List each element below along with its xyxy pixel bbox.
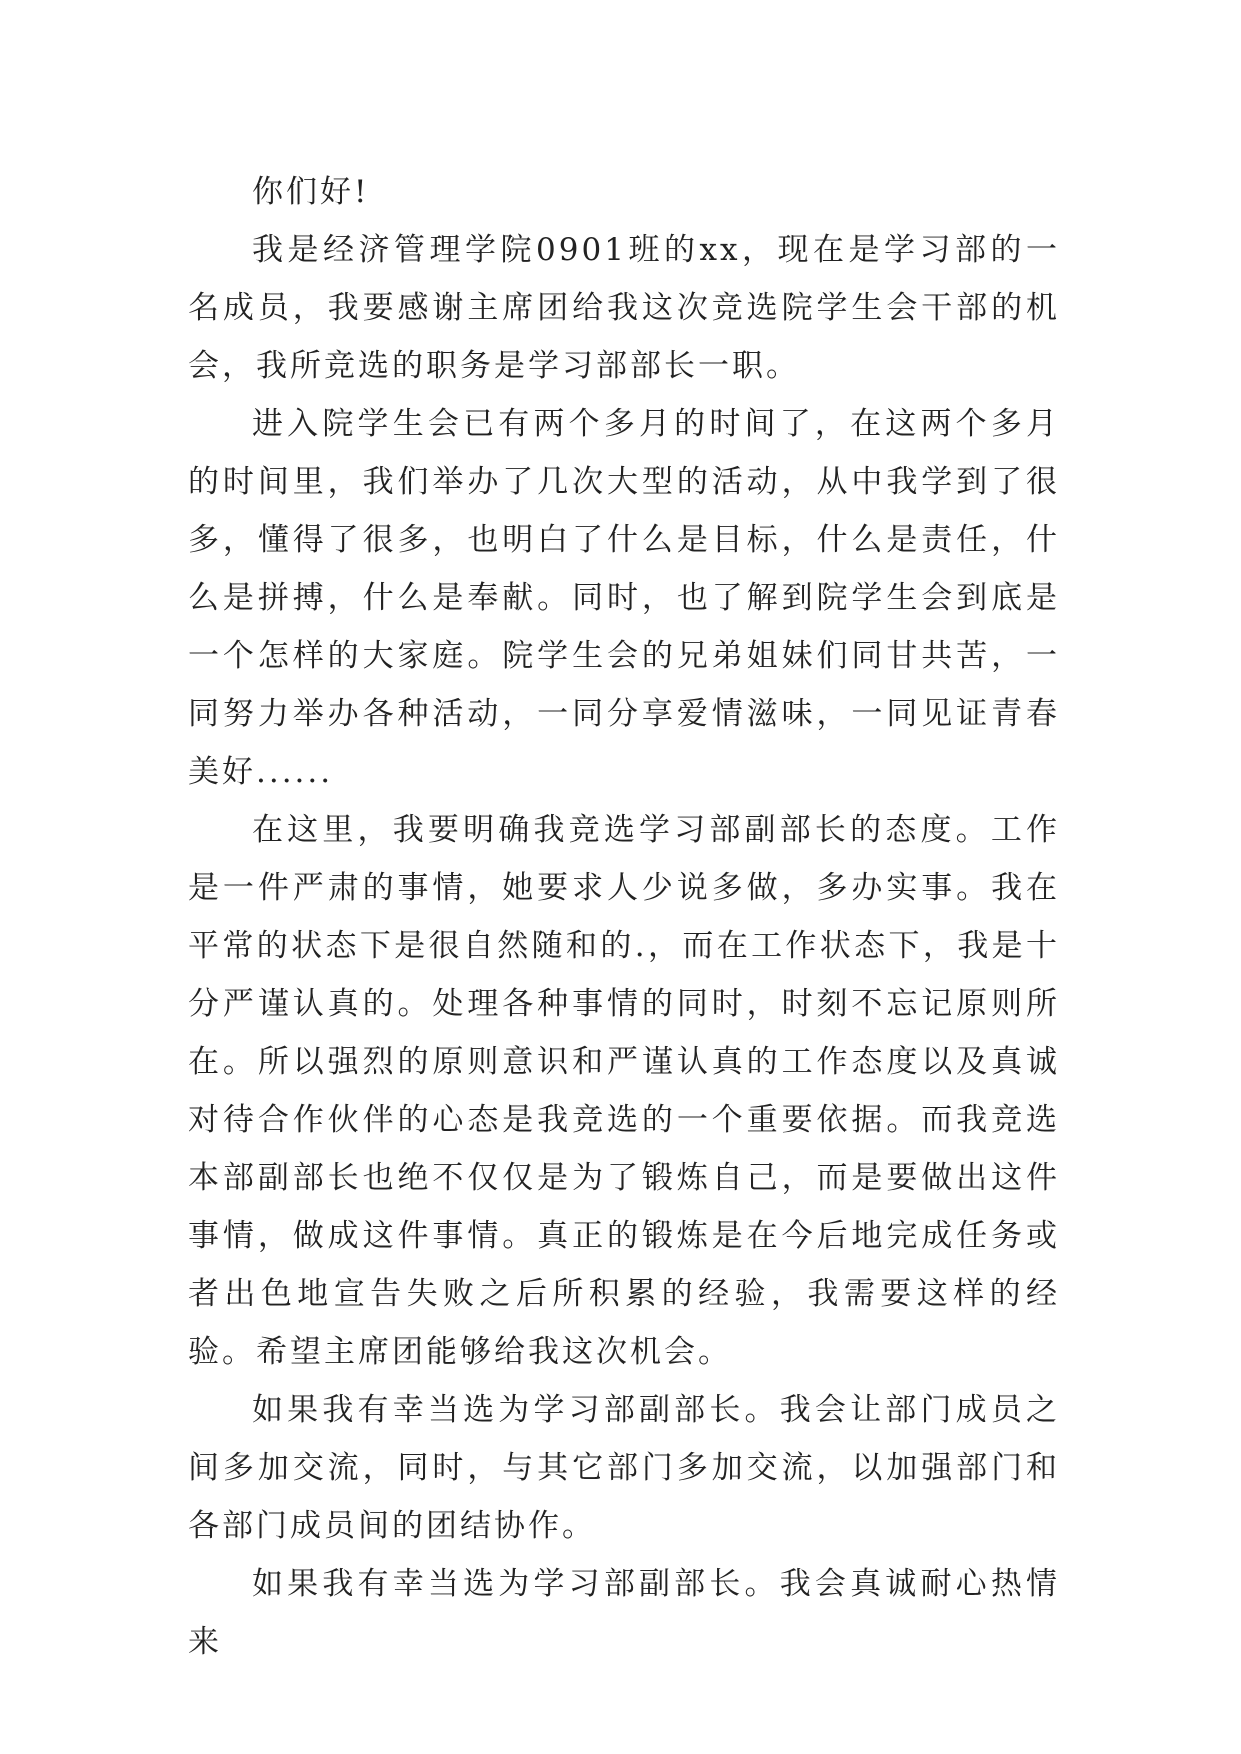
experience-paragraph: 进入院学生会已有两个多月的时间了，在这两个多月的时间里，我们举办了几次大型的活动，从中我学到了很多，懂得了很多，也明白了什么是目标，什么是责任，什么是拼搏，什么是奉献。同时，也了解到院学生会到底是一个怎样的大家庭。院学生会的兄弟姐妹们同甘共苦，一同努力举办各种活动，一同分享爱情滋味，一同见证青春美好...... [188, 406, 1060, 790]
introduction-paragraph: 我是经济管理学院0901班的xx，现在是学习部的一名成员，我要感谢主席团给我这次竞选院学生会干部的机会，我所竞选的职务是学习部部长一职。 [188, 232, 1060, 384]
plan-paragraph: 如果我有幸当选为学习部副部长。我会让部门成员之间多加交流，同时，与其它部门多加交流，以加强部门和各部门成员间的团结协作。 [188, 1392, 1060, 1544]
closing-paragraph: 如果我有幸当选为学习部副部长。我会真诚耐心热情来 [188, 1566, 1060, 1660]
document-body [188, 163, 1060, 1671]
attitude-paragraph: 在这里，我要明确我竞选学习部副部长的态度。工作是一件严肃的事情，她要求人少说多做，多办实事。我在平常的状态下是很自然随和的.，而在工作状态下，我是十分严谨认真的。处理各种事情的同时，时刻不忘记原则所在。所以强烈的原则意识和严谨认真的工作态度以及真诚对待合作伙伴的心态是我竞选的一个重要依据。而我竞选本部副部长也绝不仅仅是为了锻炼自己，而是要做出这件事情，做成这件事情。真正的锻炼是在今后地完成任务或者出色地宣告失败之后所积累的经验，我需要这样的经验。希望主席团能够给我这次机会。 [188, 812, 1060, 1370]
greeting-paragraph: 你们好! [252, 174, 370, 210]
